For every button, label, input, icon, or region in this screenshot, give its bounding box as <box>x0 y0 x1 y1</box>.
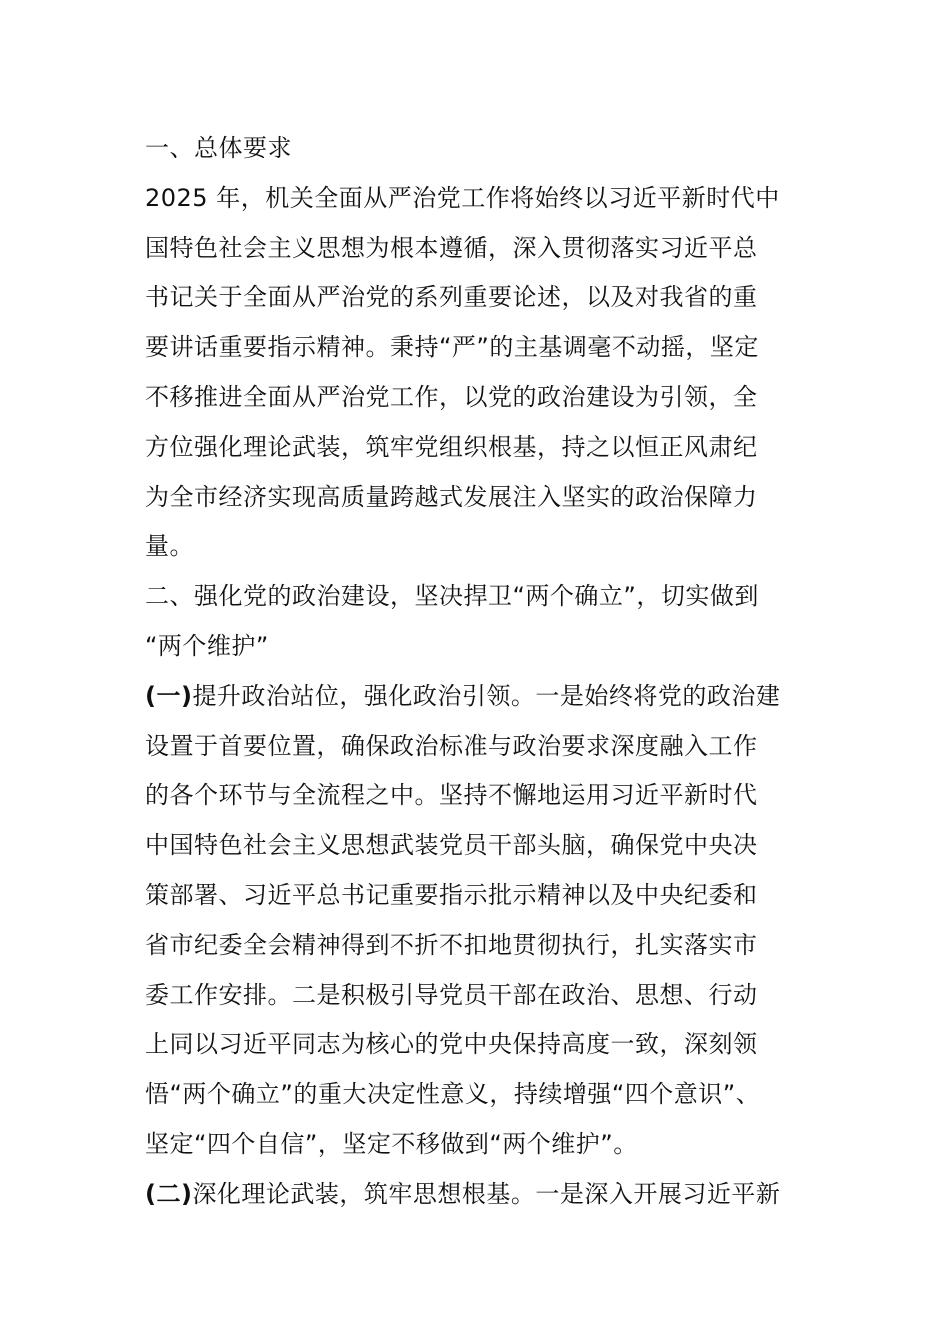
paragraph-line: 设置于首要位置，确保政治标准与政治要求深度融入工作 <box>145 731 758 760</box>
paragraph-line: 悟“两个确立”的重大决定性意义，持续增强“四个意识”、 <box>145 1080 761 1109</box>
paragraph-line: 量。 <box>145 532 194 561</box>
paragraph-line: 的各个环节与全流程之中。坚持不懈地运用习近平新时代 <box>145 781 758 810</box>
paragraph-line: 坚定“四个自信”，坚定不移做到“两个维护”。 <box>145 1129 638 1158</box>
paragraph-line: 为全市经济实现高质量跨越式发展注入坚实的政治保障力 <box>145 482 758 511</box>
item-marker-two: (二) <box>145 1179 193 1208</box>
heading-overall-requirements: 一、总体要求 <box>145 134 292 162</box>
paragraph-line: 要讲话重要指示精神。秉持“严”的主基调毫不动摇，坚定 <box>145 333 759 362</box>
subsection-line <box>145 672 807 722</box>
subsection-text: 深化理论武装，筑牢思想根基。一是深入开展习近平新 <box>192 1179 781 1208</box>
paragraph-line: 方位强化理论武装，筑牢党组织根基，持之以恒正风肃纪 <box>145 432 758 461</box>
document-page <box>145 124 807 1220</box>
heading-political-building: 二、强化党的政治建设，坚决捍卫“两个确立”，切实做到 <box>145 582 759 611</box>
heading-political-building-cont: “两个维护” <box>145 631 269 660</box>
paragraph-line: 中国特色社会主义思想武装党员干部头脑，确保党中央决 <box>145 831 758 860</box>
paragraph-line: 书记关于全面从严治党的系列重要论述，以及对我省的重 <box>145 283 758 312</box>
paragraph-line: 不移推进全面从严治党工作，以党的政治建设为引领，全 <box>145 382 758 411</box>
paragraph-line: 省市纪委全会精神得到不折不扣地贯彻执行，扎实落实市 <box>145 930 758 959</box>
paragraph-line: 上同以习近平同志为核心的党中央保持高度一致，深刻领 <box>145 1030 758 1059</box>
paragraph-line: 2025 年，机关全面从严治党工作将始终以习近平新时代中 <box>145 183 780 212</box>
paragraph-line: 国特色社会主义思想为根本遵循，深入贯彻落实习近平总 <box>145 233 758 262</box>
item-marker-one: (一) <box>145 681 193 710</box>
paragraph-line: 策部署、习近平总书记重要指示批示精神以及中央纪委和 <box>145 880 758 909</box>
subsection-line <box>145 1170 807 1220</box>
paragraph-line: 委工作安排。二是积极引导党员干部在政治、思想、行动 <box>145 980 758 1009</box>
subsection-text: 提升政治站位，强化政治引领。一是始终将党的政治建 <box>192 681 781 710</box>
